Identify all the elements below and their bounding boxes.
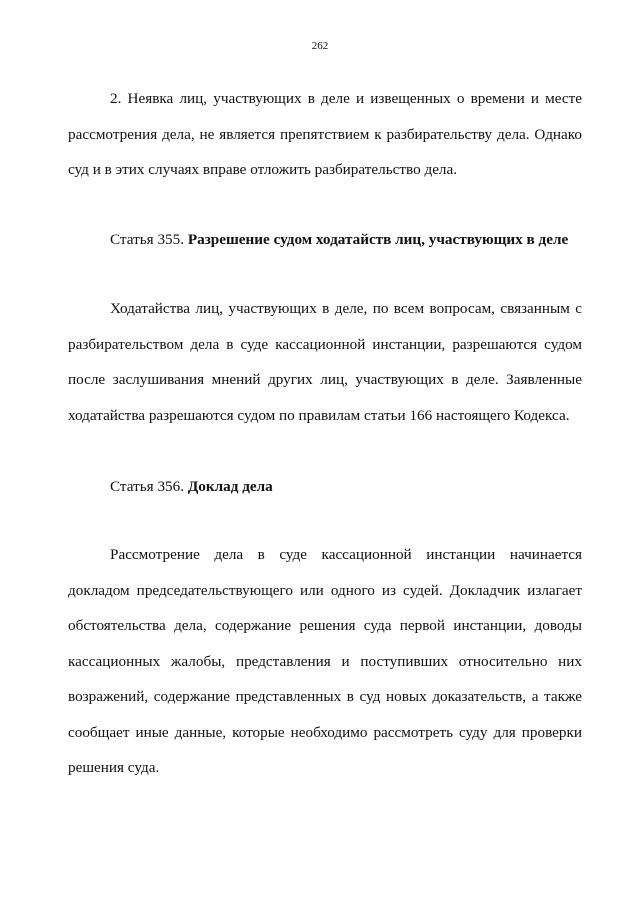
article-356-text: Рассмотрение дела в суде кассационной инстанции начинается докладом председательствующего или одного из судей. Докладчик излагает обстоятельства дела, содержание решения суда первой инстанции, доводы кассационных жалобы, представления и поступивших относительно них возражений, содержание представленных в суд новых доказательств, а также сообщает иные данные, которые необходимо рассмотреть суду для проверки решения суда. [68,546,582,776]
article-356-heading [110,477,273,497]
article-356-label: Статья 356. [110,478,188,495]
article-355-text: Ходатайства лиц, участвующих в деле, по всем вопросам, связанным с разбирательством дела в суде кассационной инстанции, разрешаются судом после заслушивания мнений других лиц, участвующих в деле. Заявленные ходатайства разрешаются судом по правилам статьи 166 настоящего Кодекса. [68,300,582,424]
article-355-heading [110,230,568,250]
article-356-title: Доклад дела [187,478,273,495]
paragraph-2-nonappearance: 2. Неявка лиц, участвующих в деле и извещенных о времени и месте рассмотрения дела, не является препятствием к разбирательству дела. Однако суд и в этих случаях вправе отложить разбирательство дела. [68,90,582,178]
page-number: 262 [311,40,329,52]
article-355-label: Статья 355. [110,231,188,248]
article-355-title: Разрешение судом ходатайств лиц, участвующих в деле [187,231,569,248]
